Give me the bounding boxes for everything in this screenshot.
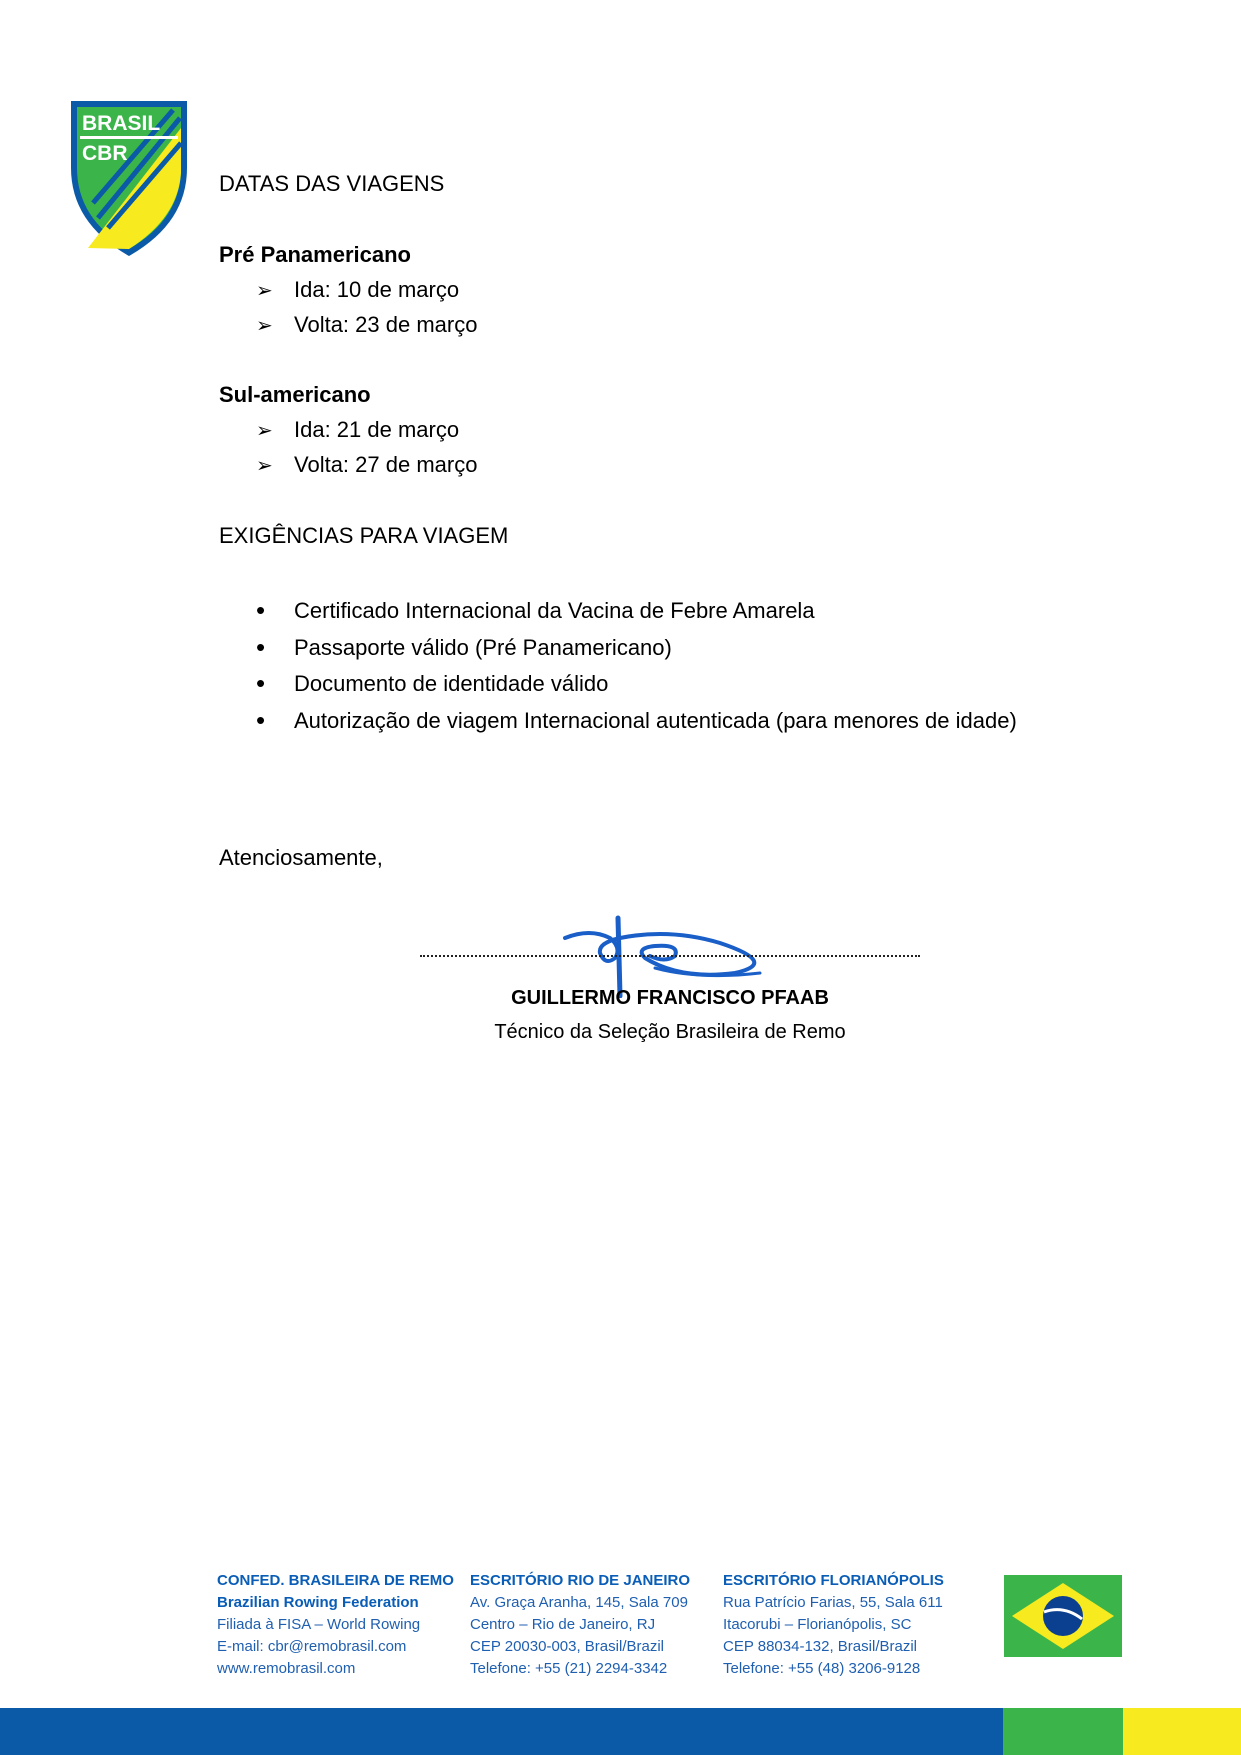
bullet-icon: • xyxy=(256,668,266,698)
section-title: Sul-americano xyxy=(219,382,371,407)
bullet-icon: • xyxy=(256,595,266,625)
footer-text: Telefone: +55 (21) 2294-3342 xyxy=(470,1660,668,1677)
list-item: • Passaporte válido (Pré Panamericano) xyxy=(256,632,672,662)
section-title: Pré Panamericano xyxy=(219,242,411,267)
footer-title: ESCRITÓRIO RIO DE JANEIRO xyxy=(470,1572,691,1589)
signatory-role: Técnico da Seleção Brasileira de Remo xyxy=(494,1021,846,1043)
footer-text: Itacorubi – Florianópolis, SC xyxy=(723,1616,912,1633)
arrow-bullet-icon: ➢ xyxy=(256,280,273,302)
list-item: • Documento de identidade válido xyxy=(256,668,609,698)
footer-text: Telefone: +55 (48) 3206-9128 xyxy=(723,1660,921,1677)
list-item: ➢ Ida: 21 de março xyxy=(256,417,460,442)
arrow-bullet-icon: ➢ xyxy=(256,315,273,337)
travel-dates-heading: DATAS DAS VIAGENS xyxy=(219,171,445,196)
signature-line xyxy=(420,955,920,957)
footer-text: CEP 88034-132, Brasil/Brazil xyxy=(723,1638,917,1655)
arrow-bullet-icon: ➢ xyxy=(256,455,273,477)
cbr-logo xyxy=(68,98,190,258)
list-item: ➢ Volta: 27 de março xyxy=(256,452,478,477)
footer-bar-green xyxy=(1003,1708,1123,1755)
list-item: ➢ Ida: 10 de março xyxy=(256,277,460,302)
list-item: • Certificado Internacional da Vacina de Febre Amarela xyxy=(256,595,815,625)
footer-title: ESCRITÓRIO FLORIANÓPOLIS xyxy=(723,1572,944,1589)
logo-text-cbr: CBR xyxy=(82,142,128,165)
footer-floripa-office xyxy=(723,1570,944,1680)
bullet-icon: • xyxy=(256,632,266,662)
arrow-bullet-icon: ➢ xyxy=(256,420,273,442)
list-item: • Autorização de viagem Internacional autenticada (para menores de idade) xyxy=(256,705,1017,735)
footer-text: Brazilian Rowing Federation xyxy=(217,1594,419,1611)
footer-bar-yellow xyxy=(1123,1708,1241,1755)
signatory-name: GUILLERMO FRANCISCO PFAAB xyxy=(511,987,829,1009)
footer-title: CONFED. BRASILEIRA DE REMO xyxy=(217,1572,454,1589)
footer-bar-blue xyxy=(0,1708,1003,1755)
footer-federation xyxy=(217,1570,454,1680)
footer-text: Centro – Rio de Janeiro, RJ xyxy=(470,1616,656,1633)
closing: Atenciosamente, xyxy=(219,845,383,870)
list-item: ➢ Volta: 23 de março xyxy=(256,312,478,337)
footer-email-link[interactable]: E-mail: cbr@remobrasil.com xyxy=(217,1638,407,1655)
footer-text: Rua Patrício Farias, 55, Sala 611 xyxy=(723,1594,943,1611)
handwritten-signature xyxy=(560,908,790,998)
logo-text-brasil: BRASIL xyxy=(82,112,161,135)
footer-website-link[interactable]: www.remobrasil.com xyxy=(217,1660,356,1677)
requirements-heading: EXIGÊNCIAS PARA VIAGEM xyxy=(219,523,509,548)
bullet-icon: • xyxy=(256,705,266,735)
footer-text: Filiada à FISA – World Rowing xyxy=(217,1616,421,1633)
footer-rio-office xyxy=(470,1570,690,1680)
footer-text: CEP 20030-003, Brasil/Brazil xyxy=(470,1638,664,1655)
footer-text: Av. Graça Aranha, 145, Sala 709 xyxy=(470,1594,688,1611)
brazil-flag-icon xyxy=(1004,1575,1122,1657)
